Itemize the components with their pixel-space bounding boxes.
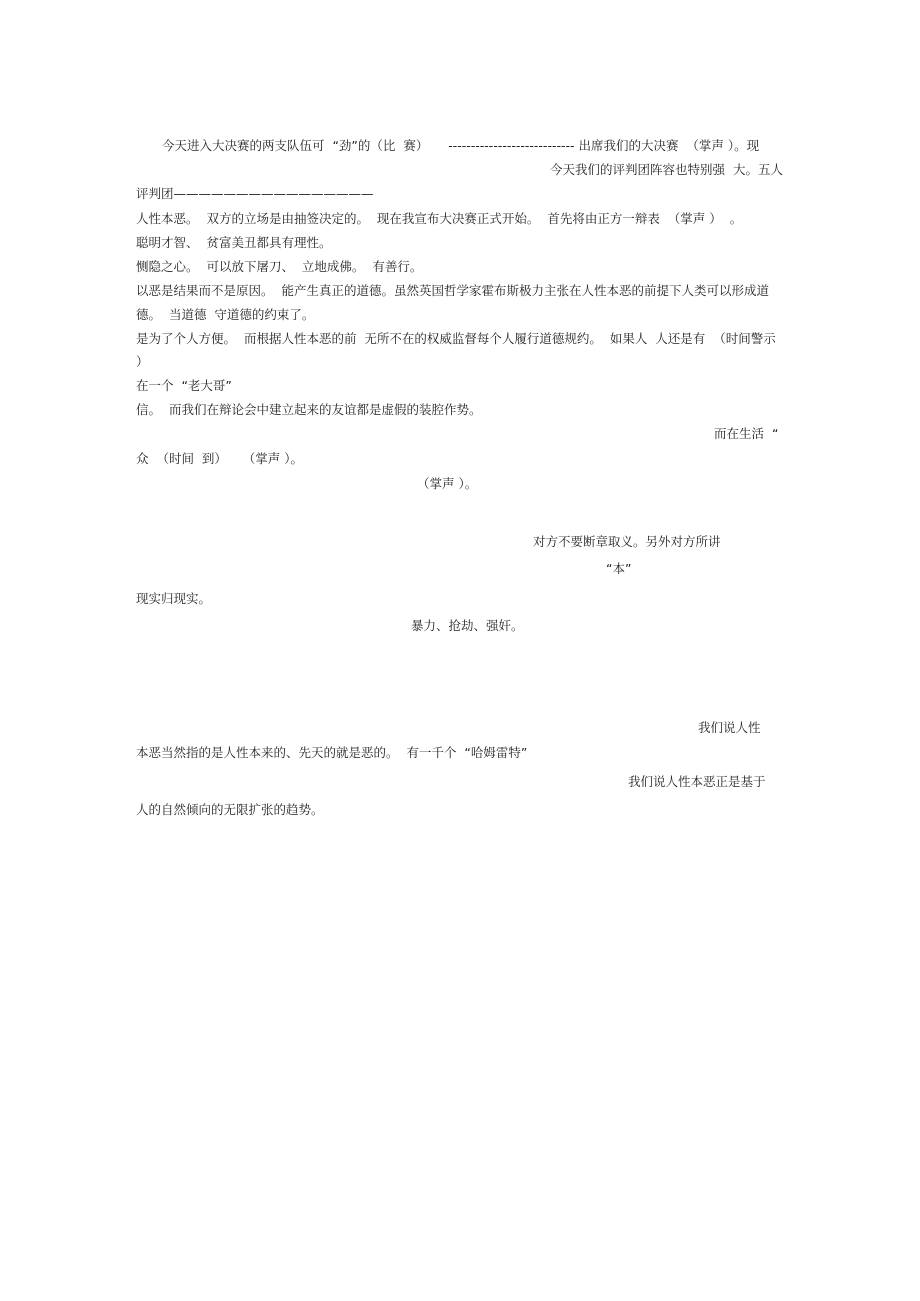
text-line: 在一个 “老大哥”	[136, 378, 232, 393]
text-line: 众 （时间 到） （掌声 ）。	[136, 451, 304, 466]
text-line: 人的自然倾向的无限扩张的趋势。	[136, 802, 324, 817]
text-line: 而在生活 “	[714, 426, 779, 441]
text-line: 对方不要断章取义。另外对方所讲	[533, 534, 721, 549]
text-line: 人性本恶。 双方的立场是由抽签决定的。 现在我宣布大决赛正式开始。 首先将由正方一辩表 （掌声 ） 。	[136, 211, 743, 226]
text-line: 是为了个人方便。 而根据人性本恶的前 无所不在的权威监督每个人履行道德规约。 如果人 人还是有 （时间警示	[136, 331, 776, 346]
text-line: 恻隐之心。 可以放下屠刀、 立地成佛。 有善行。	[136, 259, 423, 274]
text-line: 今天我们的评判团阵容也特别强 大。五人	[550, 162, 783, 177]
text-line: （掌声 ）。	[417, 476, 478, 491]
text-line: 以恶是结果而不是原因。 能产生真正的道德。虽然英国哲学家霍布斯极力主张在人性本恶的前提下人类可以形成道	[136, 283, 769, 298]
text-line: 暴力、抢劫、强奸。	[411, 618, 524, 633]
text-line: 评判团————————————————	[136, 186, 374, 201]
text-line: 德。 当道德 守道德的约束了。	[136, 307, 315, 322]
text-line: 现实归现实。	[136, 591, 212, 606]
text-line: 我们说人性	[698, 720, 761, 735]
text-line: ）	[136, 354, 149, 369]
text-line: “本”	[606, 561, 632, 576]
text-line: 聪明才智、 贫富美丑都具有理性。	[136, 235, 332, 250]
text-line: 我们说人性本恶正是基于	[628, 774, 766, 789]
text-line: 今天进入大决赛的两支队伍可 “劲”的（比 赛） ---------------------------- 出席我们的大决赛 （掌声 ）。现	[162, 138, 760, 153]
text-line: 信。 而我们在辩论会中建立起来的友谊都是虚假的装腔作势。	[136, 402, 482, 417]
text-line: 本恶当然指的是人性本来的、先天的就是恶的。 有一千个 “哈姆雷特”	[136, 745, 528, 760]
